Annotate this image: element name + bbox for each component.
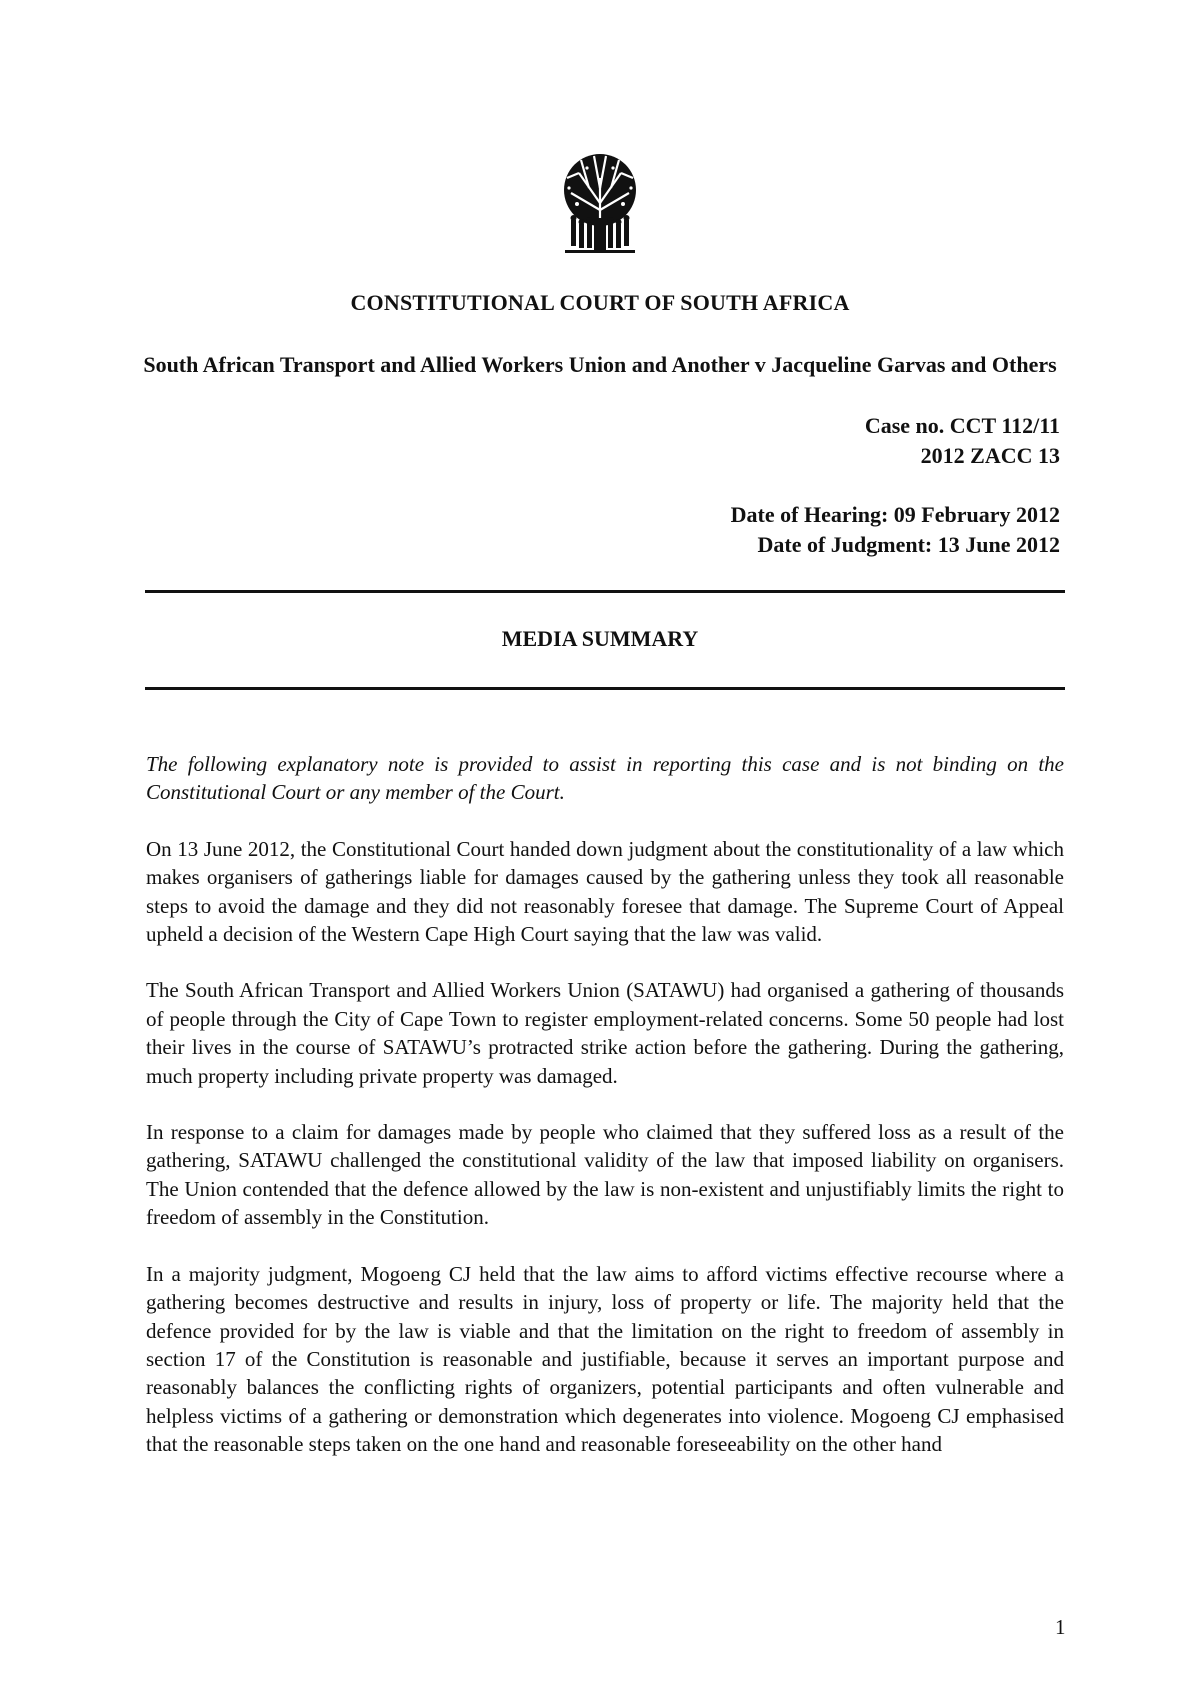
bottom-divider [145, 687, 1065, 690]
paragraph: In response to a claim for damages made by people who claimed that they suffered loss as a result of the gathering, SATAWU challenged the constitutional validity of the law that imposed liability on organisers. The Union contended that the defence allowed by the law is non-existent and unjustifiably limits the right to freedom of assembly in the Constitution. [146, 1120, 1064, 1230]
paragraph: The South African Transport and Allied Workers Union (SATAWU) had organised a gathering of thousands of people through the City of Cape Town to register employment-related concerns. Some 50 people had lost their lives in the course of SATAWU’s protracted strike action before the gathering. During the gathering, much property including private property was damaged. [146, 978, 1064, 1088]
case-number: Case no. CCT 112/11 [864, 413, 1060, 438]
paragraph: On 13 June 2012, the Constitutional Court handed down judgment about the constitutionality of a law which makes organisers of gatherings liable for damages caused by the gathering unless they took all reasonable steps to avoid the damage and they did not reasonably foresee that damage. The Supreme Court of Appeal upheld a decision of the Western Cape High Court saying that the law was valid. [146, 836, 1064, 947]
dates-block [731, 500, 1060, 560]
explanatory-note: The following explanatory note is provided to assist in reporting this case and is not binding on the Constitutional Court or any member of the Court. [146, 752, 1064, 805]
date-of-hearing: Date of Hearing: 09 February 2012 [730, 502, 1060, 527]
court-title: CONSTITUTIONAL COURT OF SOUTH AFRICA [350, 290, 850, 315]
page-number: 1 [1055, 1615, 1066, 1639]
section-title: MEDIA SUMMARY [501, 626, 699, 651]
case-name: South African Transport and Allied Workers Union and Another v Jacqueline Garvas and Others [143, 352, 1057, 377]
paragraph: In a majority judgment, Mogoeng CJ held that the law aims to afford victims effective recourse where a gathering becomes destructive and results in injury, loss of property or life. The majority held that the defence provided for by the law is viable and that the limitation on the right to freedom of assembly in section 17 of the Constitution is reasonable and justifiable, because it serves an important purpose and reasonably balances the conflicting rights of organizers, potential participants and often vulnerable and helpless victims of a gathering or demonstration which degenerates into violence. Mogoeng CJ emphasised that the reasonable steps taken on the one hand and reasonable foreseeability on the other hand [146, 1261, 1064, 1457]
citation: 2012 ZACC 13 [920, 443, 1060, 468]
date-of-judgment: Date of Judgment: 13 June 2012 [757, 532, 1060, 557]
summary-body [146, 750, 1064, 1487]
top-divider [145, 590, 1065, 593]
court-tree-logo-icon [549, 148, 651, 262]
case-info-block [865, 411, 1060, 471]
